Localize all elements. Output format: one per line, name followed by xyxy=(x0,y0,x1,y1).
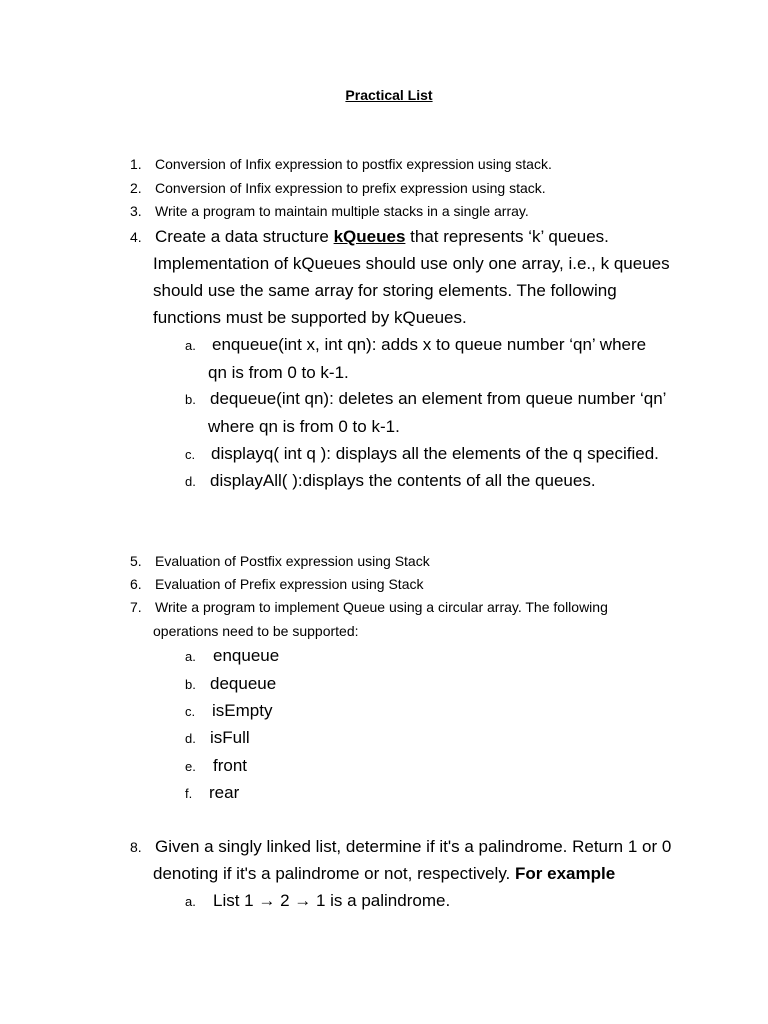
item-number: 8. xyxy=(130,839,142,855)
item-text: Evaluation of Prefix expression using Stack xyxy=(155,576,424,592)
sub-letter: e. xyxy=(185,759,196,774)
sub-letter: a. xyxy=(185,338,196,353)
item-text: Write a program to maintain multiple stacks in a single array. xyxy=(155,203,529,219)
sub-item-text: isEmpty xyxy=(212,701,273,720)
item-number: 7. xyxy=(130,599,142,615)
item-text-line xyxy=(153,865,615,882)
sub-letter: a. xyxy=(185,894,196,909)
sub-item-text: qn is from 0 to k-1. xyxy=(208,363,349,382)
sub-item-text: front xyxy=(213,756,248,775)
for-example-label: For example xyxy=(515,864,616,883)
sub-item-text: dequeue xyxy=(210,674,277,693)
item-number: 2. xyxy=(130,180,142,196)
sub-item-text: displayq( int q ): displays all the elements of the q specified. xyxy=(211,444,659,463)
page-title: Practical List xyxy=(345,87,433,103)
sub-item-text: rear xyxy=(209,783,240,802)
item-text-line: operations need to be supported: xyxy=(153,623,359,639)
item-number: 3. xyxy=(130,203,142,219)
item-number: 1. xyxy=(130,156,142,172)
item-text-line xyxy=(155,228,609,245)
item-number: 6. xyxy=(130,576,142,592)
sub-item-text: where qn is from 0 to k-1. xyxy=(208,417,400,436)
item-text: Evaluation of Postfix expression using Stack xyxy=(155,553,430,569)
sub-item-text: enqueue xyxy=(213,646,280,665)
sub-item-text: List 1 → 2 → 1 is a palindrome. xyxy=(213,891,451,910)
item-text-line: Given a singly linked list, determine if it's a palindrome. Return 1 or 0 xyxy=(155,837,672,856)
sub-letter: c. xyxy=(185,447,196,462)
sub-letter: c. xyxy=(185,704,196,719)
item-text-segment: that represents ‘k’ queues. xyxy=(405,227,609,246)
sub-letter: b. xyxy=(185,392,196,407)
sub-letter: b. xyxy=(185,677,196,692)
sub-item-text: displayAll( ):displays the contents of all the queues. xyxy=(210,471,596,490)
item-text: Conversion of Infix expression to prefix expression using stack. xyxy=(155,180,546,196)
item-text-line: should use the same array for storing elements. The following xyxy=(153,281,617,300)
item-text-line: Implementation of kQueues should use only one array, i.e., k queues xyxy=(153,254,670,273)
item-text-segment: denoting if it's a palindrome or not, respectively. xyxy=(153,864,516,883)
sub-item-text: dequeue(int qn): deletes an element from queue number ‘qn’ xyxy=(210,389,667,408)
sub-item-text: isFull xyxy=(210,728,250,747)
sub-letter: f. xyxy=(185,786,193,801)
sub-letter: d. xyxy=(185,474,196,489)
item-number: 5. xyxy=(130,553,142,569)
item-text-line: Write a program to implement Queue using a circular array. The following xyxy=(155,599,608,615)
sub-letter: d. xyxy=(185,731,196,746)
kqueues-term: kQueues xyxy=(333,227,406,246)
sub-item-text: enqueue(int x, int qn): adds x to queue number ‘qn’ where xyxy=(212,335,647,354)
sub-letter: a. xyxy=(185,649,196,664)
item-text-line: functions must be supported by kQueues. xyxy=(153,308,467,327)
item-text: Conversion of Infix expression to postfix expression using stack. xyxy=(155,156,552,172)
item-text-segment: Create a data structure xyxy=(155,227,334,246)
item-number: 4. xyxy=(130,229,142,245)
